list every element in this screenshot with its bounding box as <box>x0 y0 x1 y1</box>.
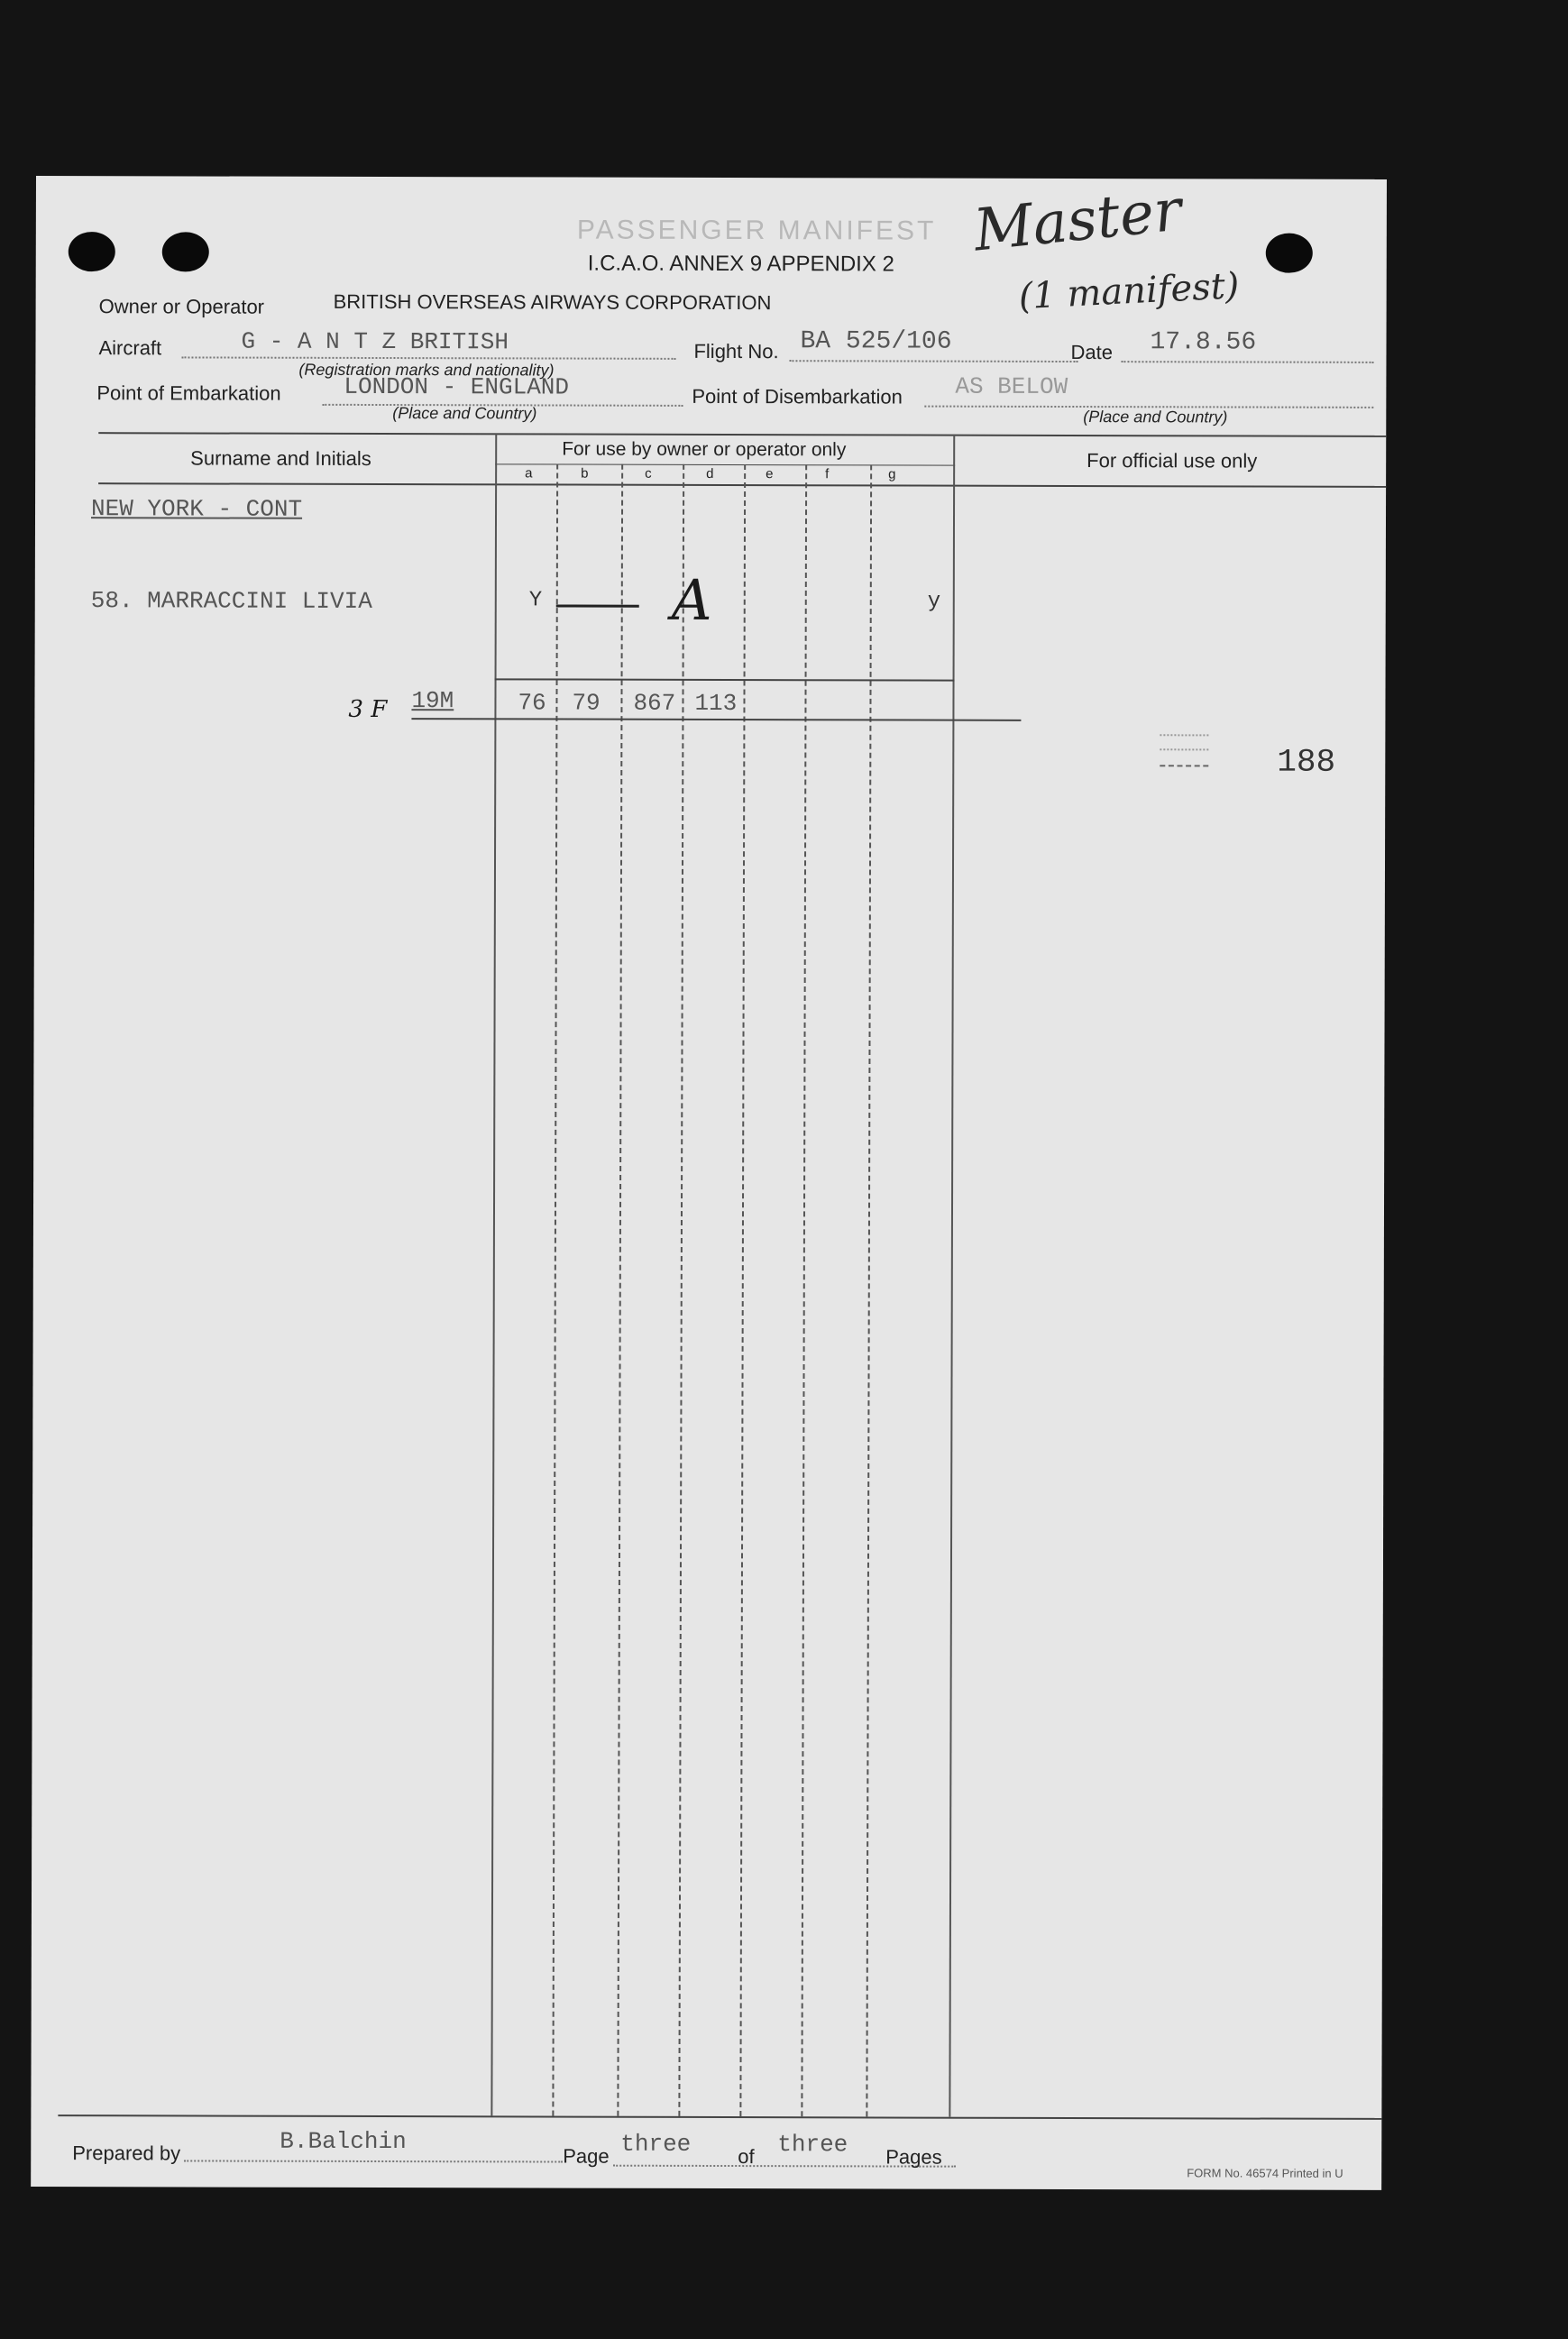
aircraft-hint: (Registration marks and nationality) <box>298 360 555 380</box>
of-value: three <box>777 2131 848 2159</box>
embarkation-value: LONDON - ENGLAND <box>344 372 570 401</box>
disembarkation-label: Point of Disembarkation <box>692 384 903 408</box>
table-top-rule <box>98 432 1386 437</box>
punch-hole-mid-icon <box>162 232 209 271</box>
flight-label: Flight No. <box>693 339 779 363</box>
totals-c: 867 <box>633 689 676 717</box>
punch-hole-left-icon <box>69 232 115 271</box>
column-surname-header: Surname and Initials <box>190 446 371 470</box>
disembarkation-hint: (Place and Country) <box>1083 408 1228 427</box>
column-rule-d <box>739 464 746 2116</box>
punch-hole-right-icon <box>1266 234 1313 273</box>
totals-rule <box>411 718 1021 721</box>
subcol-rule <box>495 463 955 465</box>
subcol-c: c <box>645 465 652 482</box>
embarkation-label: Point of Embarkation <box>96 381 281 405</box>
page-value: three <box>620 2130 692 2158</box>
entry-box-bottom-rule <box>495 678 955 681</box>
aircraft-dotted-line <box>181 356 675 359</box>
subcol-e: e <box>766 466 774 482</box>
column-rule-e <box>801 464 807 2116</box>
handwritten-note-master: Master <box>970 177 1185 265</box>
pages-label: Pages <box>885 2145 942 2169</box>
date-label: Date <box>1070 341 1114 364</box>
page-label: Page <box>563 2144 610 2168</box>
date-dotted-line <box>1121 361 1373 363</box>
flight-value: BA 525/106 <box>800 327 952 356</box>
prepared-dotted-line <box>184 2160 563 2162</box>
form-number: FORM No. 46574 Printed in U <box>1187 2166 1343 2180</box>
subcol-a: a <box>525 465 533 482</box>
column-rule-official <box>949 435 955 2117</box>
form-subtitle: I.C.A.O. ANNEX 9 APPENDIX 2 <box>587 251 894 277</box>
passenger-entry: 58. MARRACCINI LIVIA <box>90 587 372 615</box>
embarkation-hint: (Place and Country) <box>392 404 537 423</box>
column-rule-c <box>678 464 684 2116</box>
owner-label: Owner or Operator <box>98 295 265 318</box>
column-rule-surname <box>491 433 497 2115</box>
passenger-mark-g: y <box>927 589 941 614</box>
passenger-mark-c: A <box>671 566 712 633</box>
totals-prefix: 3 F <box>348 695 388 724</box>
totals-a: 76 <box>518 689 546 717</box>
subcol-f: f <box>825 466 830 482</box>
form-title-faded: PASSENGER MANIFEST <box>576 215 937 246</box>
column-official-header: For official use only <box>1087 449 1258 472</box>
header-bottom-rule <box>98 482 1386 488</box>
date-value: 17.8.56 <box>1150 328 1257 357</box>
subcol-d: d <box>706 465 714 482</box>
handwritten-note-manifest: (1 manifest) <box>1017 265 1241 318</box>
manifest-sheet <box>31 176 1387 2190</box>
totals-b: 79 <box>572 689 601 717</box>
section-heading: NEW YORK - CONT <box>90 495 303 523</box>
aircraft-value: G - A N T Z BRITISH <box>241 327 509 356</box>
column-rule-f <box>866 464 872 2116</box>
subcol-g: g <box>888 466 896 482</box>
totals-d: 113 <box>694 689 738 718</box>
subcol-b: b <box>581 465 589 482</box>
passenger-mark-dash <box>556 605 639 608</box>
totals-label: 19M <box>411 687 454 715</box>
aircraft-label: Aircraft <box>98 336 162 360</box>
official-figure: 188 <box>1277 743 1336 781</box>
column-rule-b <box>617 464 623 2116</box>
prepared-value: B.Balchin <box>280 2127 407 2156</box>
flight-dotted-line <box>789 360 1077 362</box>
footer-rule <box>58 2114 1381 2120</box>
passenger-mark-a: Y <box>528 588 543 613</box>
official-tick-marks <box>1160 727 1214 781</box>
column-owner-use-header: For use by owner or operator only <box>562 438 847 461</box>
prepared-label: Prepared by <box>72 2142 181 2165</box>
disembarkation-value: AS BELOW <box>955 372 1068 400</box>
owner-value: BRITISH OVERSEAS AIRWAYS CORPORATION <box>333 289 772 315</box>
column-rule-a <box>552 464 558 2116</box>
of-label: of <box>738 2145 755 2169</box>
